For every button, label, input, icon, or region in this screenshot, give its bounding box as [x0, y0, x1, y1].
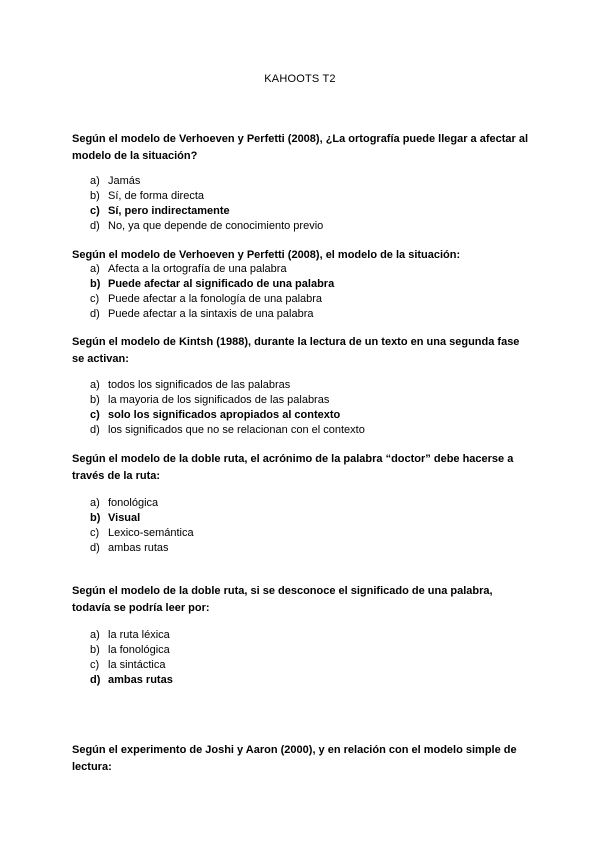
- option-text: la sintáctica: [108, 659, 166, 671]
- option-text: ambas rutas: [108, 542, 169, 554]
- option-text: la fonológica: [108, 644, 170, 656]
- option-3a: [90, 378, 530, 393]
- option-text: todos los significados de las palabras: [108, 379, 291, 391]
- option-text: los significados que no se relacionan con el contexto: [108, 424, 365, 436]
- option-letter: d): [90, 308, 100, 320]
- option-letter: c): [90, 205, 100, 217]
- option-letter: a): [90, 379, 100, 391]
- question-3-options: [90, 378, 530, 438]
- question-1-options: [90, 174, 530, 234]
- question-2-options: [90, 262, 530, 322]
- option-text: Puede afectar al significado de una palabra: [108, 278, 335, 290]
- question-2: Según el modelo de Verhoeven y Perfetti (2008), el modelo de la situación:: [72, 249, 461, 261]
- option-text: ambas rutas: [108, 674, 173, 686]
- option-5d-correct: [90, 673, 530, 688]
- option-text: Sí, de forma directa: [108, 190, 204, 202]
- option-1d: [90, 219, 530, 234]
- question-1: Según el modelo de Verhoeven y Perfetti (2008), ¿La ortografía puede llegar a afectar al modelo de la situación?: [72, 133, 529, 162]
- option-1a: [90, 174, 530, 189]
- option-letter: b): [90, 394, 100, 406]
- option-letter: d): [90, 220, 100, 232]
- option-4a: [90, 496, 530, 511]
- option-2c: [90, 292, 530, 307]
- option-letter: b): [90, 644, 100, 656]
- option-letter: b): [90, 278, 101, 290]
- option-text: No, ya que depende de conocimiento previo: [108, 220, 324, 232]
- option-text: la ruta léxica: [108, 629, 170, 641]
- option-2a: [90, 262, 530, 277]
- option-text: fonológica: [108, 497, 159, 509]
- option-4d: [90, 541, 530, 556]
- option-5c: [90, 658, 530, 673]
- option-3d: [90, 423, 530, 438]
- option-4c: [90, 526, 530, 541]
- option-1b: [90, 189, 530, 204]
- question-5-options: [90, 628, 530, 688]
- option-letter: d): [90, 674, 101, 686]
- option-letter: a): [90, 263, 100, 275]
- option-letter: a): [90, 175, 100, 187]
- option-letter: c): [90, 409, 100, 421]
- option-letter: c): [90, 659, 100, 671]
- option-5b: [90, 643, 530, 658]
- question-4: Según el modelo de la doble ruta, el acrónimo de la palabra “doctor” debe hacerse a través de la ruta:: [72, 453, 514, 482]
- option-text: Puede afectar a la fonología de una palabra: [108, 293, 323, 305]
- option-letter: d): [90, 542, 100, 554]
- option-text: Visual: [108, 512, 141, 524]
- option-text: solo los significados apropiados al contexto: [108, 409, 341, 421]
- option-letter: b): [90, 190, 100, 202]
- document-title: KAHOOTS T2: [264, 73, 336, 85]
- option-text: Sí, pero indirectamente: [108, 205, 230, 217]
- option-text: Jamás: [108, 175, 141, 187]
- option-1c-correct: [90, 204, 530, 219]
- option-text: Puede afectar a la sintaxis de una palabra: [108, 308, 314, 320]
- option-text: la mayoria de los significados de las palabras: [108, 394, 330, 406]
- option-letter: a): [90, 629, 100, 641]
- option-3c-correct: [90, 408, 530, 423]
- option-letter: a): [90, 497, 100, 509]
- question-4-options: [90, 496, 530, 556]
- option-text: Lexico-semántica: [108, 527, 194, 539]
- question-3: Según el modelo de Kintsh (1988), durante la lectura de un texto en una segunda fase se activan:: [72, 336, 520, 365]
- option-2d: [90, 307, 530, 322]
- option-text: Afecta a la ortografía de una palabra: [108, 263, 287, 275]
- option-3b: [90, 393, 530, 408]
- option-letter: b): [90, 512, 101, 524]
- option-4b-correct: [90, 511, 530, 526]
- question-6: Según el experimento de Joshi y Aaron (2000), y en relación con el modelo simple de lectura:: [72, 744, 517, 773]
- option-5a: [90, 628, 530, 643]
- question-5: Según el modelo de la doble ruta, si se desconoce el significado de una palabra, todavía se podría leer por:: [72, 585, 493, 614]
- option-letter: c): [90, 527, 100, 539]
- option-2b-correct: [90, 277, 530, 292]
- option-letter: d): [90, 424, 100, 436]
- option-letter: c): [90, 293, 100, 305]
